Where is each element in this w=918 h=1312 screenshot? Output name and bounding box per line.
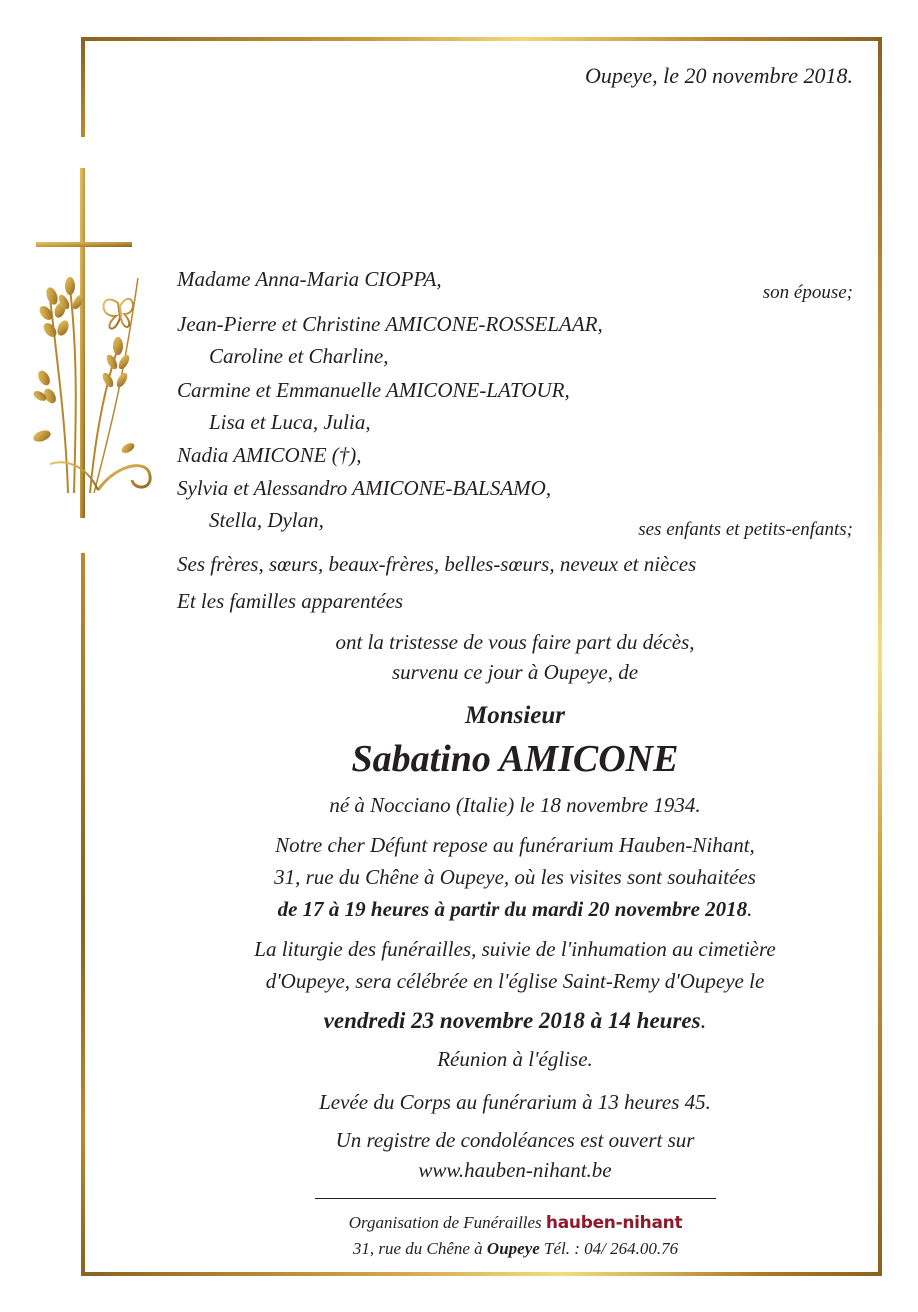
spouse-role: son épouse; (762, 282, 853, 303)
frame-left-border-top (81, 37, 85, 137)
cross-wheat-butterfly-icon (28, 168, 158, 528)
family-line-6: Sylvia et Alessandro AMICONE-BALSAMO, (177, 476, 552, 500)
family-line-3: Carmine et Emmanuelle AMICONE-LATOUR, (177, 378, 570, 402)
footer-org-prefix: Organisation de Funérailles (348, 1213, 542, 1232)
funeral-date: vendredi 23 novembre 2018 à 14 heures (323, 1008, 701, 1033)
frame-right-border (878, 37, 882, 1276)
brand-logo: hauben-nihant (545, 1213, 683, 1233)
levee-line: Levée du Corps au funérarium à 13 heures 45. (319, 1090, 711, 1114)
footer-phone: Tél. : 04/ 264.00.76 (544, 1239, 679, 1258)
relatives-line: Et les familles apparentées (177, 589, 404, 613)
birth-line: né à Nocciano (Italie) le 18 novembre 1934. (329, 793, 701, 817)
family-line-2: Caroline et Charline, (209, 344, 389, 368)
announcement-line-1: ont la tristesse de vous faire part du décès, (335, 630, 695, 654)
visitation-period: . (747, 897, 753, 921)
family-line-4: Lisa et Luca, Julia, (209, 410, 371, 434)
footer-org-line (315, 1214, 716, 1232)
funeral-period: . (700, 1008, 707, 1033)
funeral-line-1: La liturgie des funérailles, suivie de l'inhumation au cimetière (254, 937, 776, 961)
children-role: ses enfants et petits-enfants; (638, 519, 853, 540)
footer-divider (315, 1198, 716, 1199)
siblings-line: Ses frères, sœurs, beaux-frères, belles-sœurs, neveux et nièces (177, 552, 697, 576)
meeting-line: Réunion à l'église. (437, 1047, 593, 1071)
frame-left-border-bottom (81, 553, 85, 1276)
family-line-7: Stella, Dylan, (209, 508, 324, 532)
footer-address-line (315, 1240, 716, 1257)
frame-top-border (81, 37, 882, 41)
registry-line: Un registre de condoléances est ouvert sur (335, 1128, 695, 1152)
date-line: Oupeye, le 20 novembre 2018. (585, 63, 853, 88)
deceased-name: Sabatino AMICONE (351, 738, 679, 780)
announcement-line-2: survenu ce jour à Oupeye, de (391, 660, 639, 684)
footer-city: Oupeye (486, 1239, 540, 1258)
family-line-1: Jean-Pierre et Christine AMICONE-ROSSELAAR, (177, 312, 603, 336)
visitation-line-1: Notre cher Défunt repose au funérarium Hauben-Nihant, (275, 833, 755, 857)
spouse-name: Madame Anna-Maria CIOPPA, (177, 267, 442, 291)
funeral-line-2: d'Oupeye, sera célébrée en l'église Saint-Remy d'Oupeye le (265, 969, 765, 993)
footer-address: 31, rue du Chêne à (352, 1239, 483, 1258)
visitation-line-3 (105, 899, 918, 920)
family-line-5: Nadia AMICONE (†), (177, 443, 362, 467)
visitation-line-2: 31, rue du Chêne à Oupeye, où les visites sont souhaitées (274, 865, 756, 889)
registry-url: www.hauben-nihant.be (418, 1158, 612, 1182)
deceased-title: Monsieur (464, 702, 566, 729)
funeral-date-line (105, 1009, 918, 1032)
visitation-hours: de 17 à 19 heures à partir du mardi 20 novembre 2018 (277, 897, 748, 921)
frame-bottom-border (81, 1272, 882, 1276)
